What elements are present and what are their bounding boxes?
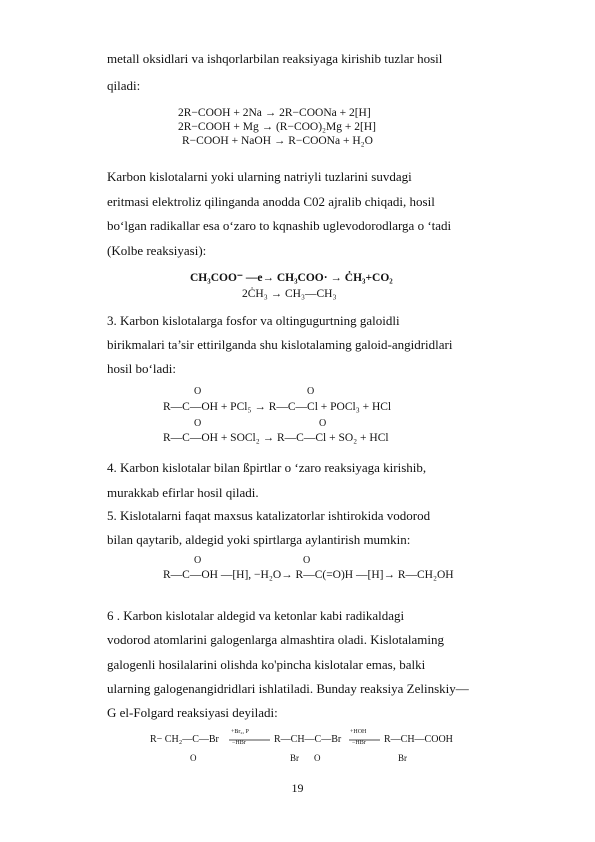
hvz-product: R—CH—COOH: [384, 734, 453, 745]
oxygen-label: O: [194, 386, 202, 397]
paragraph-2-line-4: (Kolbe reaksiyasi):: [107, 243, 207, 258]
paragraph-1-line-2: qiladi:: [107, 78, 141, 93]
hvz-arrow-2-reagent: +HOH: [350, 729, 367, 735]
paragraph-2-line-3: bo‘lgan radikallar esa o‘zaro to kqnashib uglevodorodlarga o ‘tadi: [107, 218, 452, 233]
equation-reduction: R—C—OH —[H], −H₂O→ R—C(=O)H —[H]→ R—CH₂OH: [163, 569, 454, 581]
equation-socl2: R—C—OH + SOCl₂ → R—C—Cl + SO₂ + HCl: [163, 432, 389, 444]
oxygen-label: O: [194, 555, 202, 566]
paragraph-6-line-5: G el-Folgard reaksiyasi deyiladi:: [107, 705, 278, 720]
paragraph-4-line-1: 4. Karbon kislotalar bilan ßpirtlar o ‘zaro reaksiyaga kirishib,: [107, 460, 427, 475]
oxygen-label: O: [307, 386, 315, 397]
oxygen-label: O: [314, 753, 321, 763]
equation-sodium: 2R−COOH + 2Na → 2R−COONa + 2[H]: [178, 107, 371, 119]
oxygen-label: O: [194, 418, 202, 429]
oxygen-label: O: [303, 555, 311, 566]
paragraph-1-line-1: metall oksidlari va ishqorlarbilan reaksiyaga kirishib tuzlar hosil: [107, 51, 443, 66]
equation-pcl5: R—C—OH + PCl₅ → R—C—Cl + POCl₃ + HCl: [163, 401, 392, 413]
oxygen-label: O: [319, 418, 327, 429]
hvz-arrow-1-byproduct: −HBr: [232, 740, 246, 746]
hvz-reactant: R− CH₂—C—Br: [150, 734, 219, 745]
equation-kolbe-2: 2ĊH₃ → CH₃—CH₃: [242, 288, 337, 300]
paragraph-2-line-2: eritmasi elektroliz qilinganda anodda C02 ajralib chiqadi, hosil: [107, 194, 435, 209]
paragraph-5-line-2: bilan qaytarib, aldegid yoki spirtlarga aylantirish mumkin:: [107, 532, 411, 547]
paragraph-6-line-3: galogenli hosilalarini olishda ko'pincha kislotalar emas, balki: [107, 657, 426, 672]
paragraph-2-line-1: Karbon kislotalarni yoki ularning natriyli tuzlarini suvdagi: [107, 169, 412, 184]
equation-kolbe-1: CH₃COO⁻ —e→ CH₃COO· → ĊH₃+CO₂: [190, 272, 393, 284]
paragraph-3-line-1: 3. Karbon kislotalarga fosfor va oltingugurtning galoidli: [107, 313, 400, 328]
bromine-label: Br: [398, 753, 407, 763]
bromine-label: Br: [290, 753, 299, 763]
hvz-arrow-1-reagent: +Br₂, P: [231, 729, 249, 735]
equation-naoh: R−COOH + NaOH → R−COONa + H₂O: [182, 135, 373, 147]
oxygen-label: O: [190, 753, 197, 763]
paragraph-5-line-1: 5. Kislotalarni faqat maxsus katalizatorlar ishtirokida vodorod: [107, 508, 431, 523]
page-number: 19: [291, 781, 304, 795]
paragraph-3-line-2: birikmalari ta’sir ettirilganda shu kislotalaming galoid-angidridlari: [107, 337, 453, 352]
paragraph-3-line-3: hosil bo‘ladi:: [107, 361, 176, 376]
paragraph-6-line-1: 6 . Karbon kislotalar aldegid va ketonlar kabi radikaldagi: [107, 608, 405, 623]
hvz-arrow-2-byproduct: −HBr: [352, 740, 366, 746]
paragraph-6-line-4: ularning galogenangidridlari ishlatiladi. Bunday reaksiya Zelinskiy—: [107, 681, 469, 696]
equation-magnesium: 2R−COOH + Mg → (R−COO)₂Mg + 2[H]: [178, 121, 376, 133]
hvz-intermediate: R—CH—C—Br: [274, 734, 342, 745]
paragraph-6-line-2: vodorod atomlarini galogenlarga almashtira oladi. Kislotalaming: [107, 632, 444, 647]
paragraph-4-line-2: murakkab efirlar hosil qiladi.: [107, 485, 259, 500]
